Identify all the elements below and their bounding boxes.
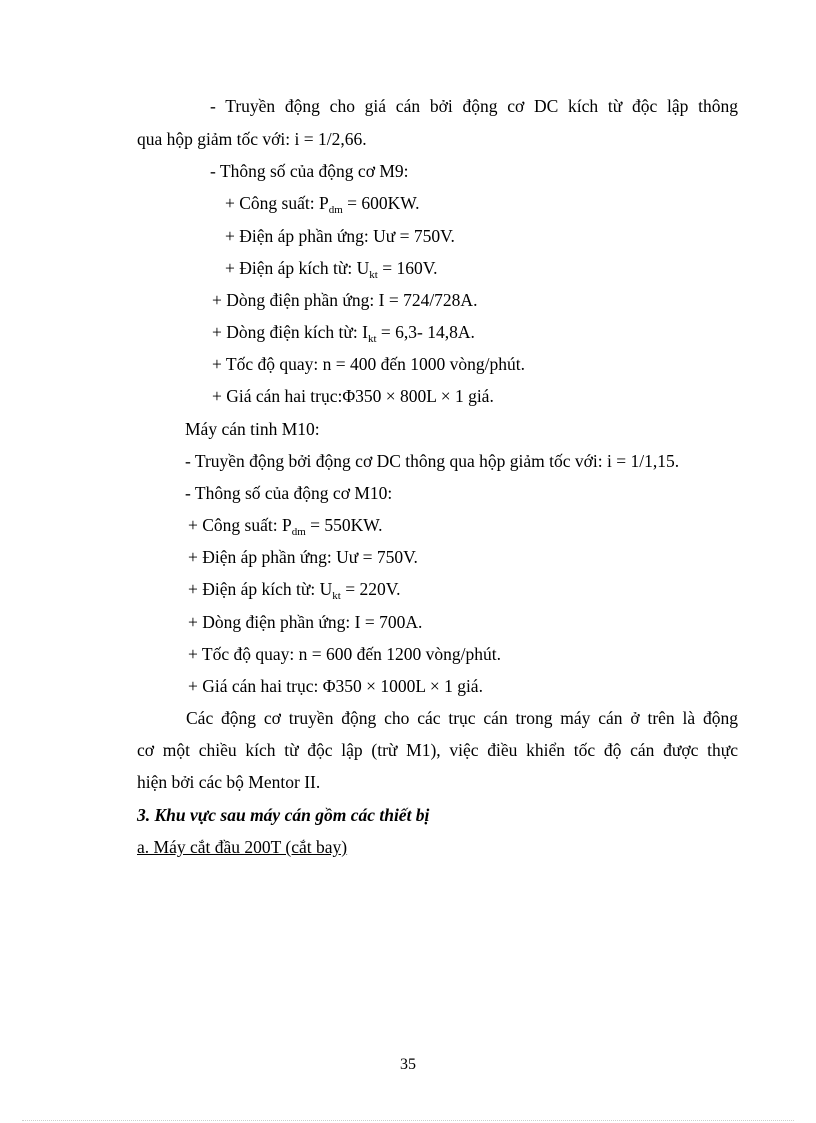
text-line: Máy cán tinh M10: xyxy=(185,419,320,439)
text-line: + Giá cán hai trục:Φ350 × 800L × 1 giá. xyxy=(212,386,494,406)
text-line: + Giá cán hai trục: Φ350 × 1000L × 1 giá. xyxy=(188,676,483,696)
text-fragment: = 160V. xyxy=(377,258,438,278)
text-line: - Thông số của động cơ M9: xyxy=(210,161,409,181)
text-line xyxy=(225,257,437,279)
page-number: 35 xyxy=(400,1056,416,1073)
text-line xyxy=(188,514,383,536)
text-fragment: + Dòng điện kích từ: I xyxy=(212,322,368,342)
text-line: + Tốc độ quay: n = 400 đến 1000 vòng/phút. xyxy=(212,354,526,374)
text-line xyxy=(188,578,400,600)
text-fragment: + Công suất: P xyxy=(188,515,292,535)
page-divider xyxy=(22,1120,794,1121)
text-line: + Điện áp phần ứng: Uư = 750V. xyxy=(225,226,455,246)
subscript: kt xyxy=(369,269,378,281)
section-heading: 3. Khu vực sau máy cán gồm các thiết bị xyxy=(137,805,430,825)
text-line: cơ một chiều kích từ độc lập (trừ M1), việc điều khiển tốc độ cán được thực xyxy=(137,740,738,760)
text-line xyxy=(212,321,475,343)
section-subheading: a. Máy cắt đầu 200T (cắt bay) xyxy=(137,837,348,857)
text-line: + Dòng điện phần ứng: I = 724/728A. xyxy=(212,290,478,310)
text-fragment: = 220V. xyxy=(340,579,401,599)
text-line: + Dòng điện phần ứng: I = 700A. xyxy=(188,612,423,632)
subscript: dm xyxy=(291,526,306,538)
text-fragment: = 6,3- 14,8A. xyxy=(376,322,475,342)
text-line: qua hộp giảm tốc với: i = 1/2,66. xyxy=(137,129,367,149)
subscript: dm xyxy=(328,204,343,216)
text-fragment: + Điện áp kích từ: U xyxy=(225,258,370,278)
text-fragment: = 600KW. xyxy=(342,193,420,213)
text-fragment: = 550KW. xyxy=(305,515,383,535)
text-line: - Thông số của động cơ M10: xyxy=(185,483,393,503)
text-line: Các động cơ truyền động cho các trục cán trong máy cán ở trên là động xyxy=(186,708,738,728)
text-line: - Truyền động cho giá cán bởi động cơ DC kích từ độc lập thông xyxy=(210,96,738,116)
text-line: - Truyền động bởi động cơ DC thông qua hộp giảm tốc với: i = 1/1,15. xyxy=(185,451,680,471)
text-line: hiện bởi các bộ Mentor II. xyxy=(137,772,321,792)
text-line xyxy=(225,192,420,214)
subscript: kt xyxy=(367,333,377,345)
text-fragment: + Công suất: P xyxy=(225,193,329,213)
subscript: kt xyxy=(332,590,341,602)
text-fragment: + Điện áp kích từ: U xyxy=(188,579,333,599)
text-line: + Tốc độ quay: n = 600 đến 1200 vòng/phút. xyxy=(188,644,502,664)
text-line: + Điện áp phần ứng: Uư = 750V. xyxy=(188,547,418,567)
